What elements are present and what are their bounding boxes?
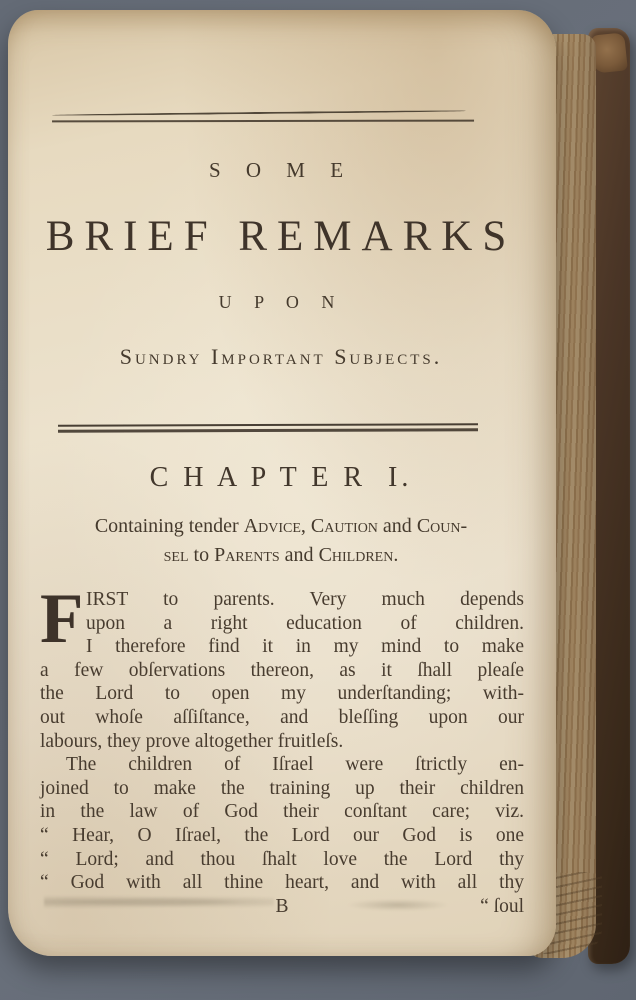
drop-cap: F (40, 580, 84, 658)
half-title-subjects: Sundry Important Subjects. (119, 344, 443, 369)
body-line: “ God with all thine heart, and with all thy (40, 872, 524, 894)
half-title-upon: U P O N (218, 292, 344, 312)
subtitle-text: and (279, 544, 319, 566)
body-line: the Lord to open my underſtanding; with- (40, 683, 524, 705)
paragraph-second (40, 753, 524, 895)
signature-mark: B (275, 895, 289, 917)
body-line: joined to make the training up their children (40, 777, 524, 799)
catchword: “ ſoul (480, 895, 524, 917)
body-line: in the law of God their conſtant care; viz. (40, 801, 524, 823)
rule-line (52, 110, 466, 116)
paragraph-first (40, 580, 524, 753)
subtitle-text: and (377, 515, 417, 537)
ink-smudge (338, 898, 458, 912)
subtitle-smallcaps: Parents (214, 544, 280, 566)
chapter-subtitle (38, 512, 524, 570)
double-rule-top (52, 110, 466, 124)
subtitle-text: Containing tender (94, 515, 244, 537)
subtitle-smallcaps: Coun- (416, 515, 468, 537)
subtitle-smallcaps: Children. (318, 544, 399, 566)
chapter-heading: C H A P T E R I. (149, 462, 413, 493)
book-page (8, 10, 556, 956)
body-line: “ Lord; and thou ſhalt love the Lord thy (40, 848, 524, 870)
rule-line (52, 120, 474, 123)
subtitle-text: to (188, 544, 215, 566)
section-rule (58, 423, 478, 432)
body-line: upon a right education of children. (86, 612, 524, 634)
body-line: IRST to parents. Very much depends (86, 589, 524, 610)
subtitle-smallcaps: Advice, Caution (243, 515, 378, 537)
half-title-main: BRIEF REMARKS (45, 213, 517, 260)
body-line: out whoſe aſſiſtance, and bleſſing upon our (40, 706, 524, 728)
body-line: labours, they prove altogether fruitleſs. (40, 730, 344, 752)
body-line: I therefore find it in my mind to make (86, 636, 524, 658)
body-line: “ Hear, O Iſrael, the Lord our God is one (40, 824, 524, 846)
subtitle-smallcaps: sel (163, 544, 189, 566)
body-line: The children of Iſrael were ſtrictly en- (66, 754, 524, 776)
half-title-some: S O M E (208, 158, 354, 182)
ink-smudge (44, 894, 274, 910)
body-text (40, 580, 524, 919)
body-line: a few obſervations thereon, as it ſhall pleaſe (40, 659, 524, 681)
